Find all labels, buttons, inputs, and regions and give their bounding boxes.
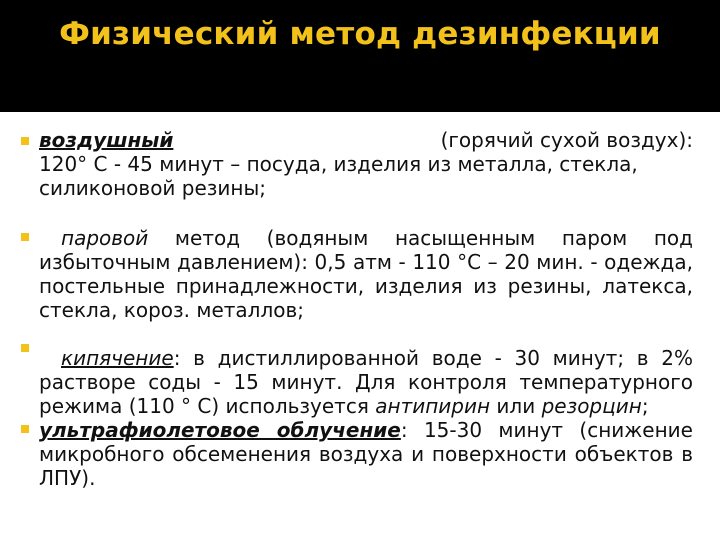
list-item-line: силиконовой резины;	[39, 176, 267, 200]
term: кипячение	[61, 346, 174, 370]
resorcin-term: резорцин	[541, 394, 642, 418]
bullet-list	[0, 128, 720, 490]
slide-title: Физический метод дезинфекции	[59, 16, 661, 52]
list-item-line	[39, 128, 693, 152]
term-description: : в дистиллированной воде - 30 минут; в 2% растворе соды - 15 минут. Для контроля температурного режима (110 ° С) используется	[39, 346, 693, 418]
list-item-line: 120° С - 45 минут – посуда, изделия из металла, стекла,	[39, 152, 638, 176]
list-item-text	[39, 346, 693, 418]
bullet-icon	[21, 344, 29, 352]
term: паровой	[61, 226, 149, 250]
bullet-icon	[21, 137, 29, 145]
list-item-boiling	[0, 346, 720, 418]
bullet-icon	[21, 425, 29, 433]
list-item-text	[39, 128, 693, 200]
antipyrine-term: антипирин	[375, 394, 491, 418]
end-punctuation: ;	[641, 394, 649, 418]
list-item-uv	[0, 418, 720, 490]
term: ультрафиолетовое облучение	[39, 418, 401, 442]
bullet-icon	[21, 233, 29, 241]
list-item-air	[0, 128, 720, 200]
term: воздушный	[39, 128, 174, 152]
title-bar	[0, 0, 720, 112]
term-description: : 15-30 минут (снижение микробного обсеменения воздуха и поверхности объектов в ЛПУ).	[39, 418, 693, 490]
connector-text: или	[490, 394, 542, 418]
term-description: (горячий сухой воздух):	[440, 128, 693, 152]
list-item-text	[39, 226, 693, 322]
list-item-steam	[0, 226, 720, 322]
term-description: метод (водяным насыщенным паром под избыточным давлением): 0,5 атм - 110 °С – 20 мин. - одежда, постельные принадлежности, изделия из резины, латекса, стекла, короз. металлов;	[39, 226, 693, 322]
list-item-text	[39, 418, 693, 490]
